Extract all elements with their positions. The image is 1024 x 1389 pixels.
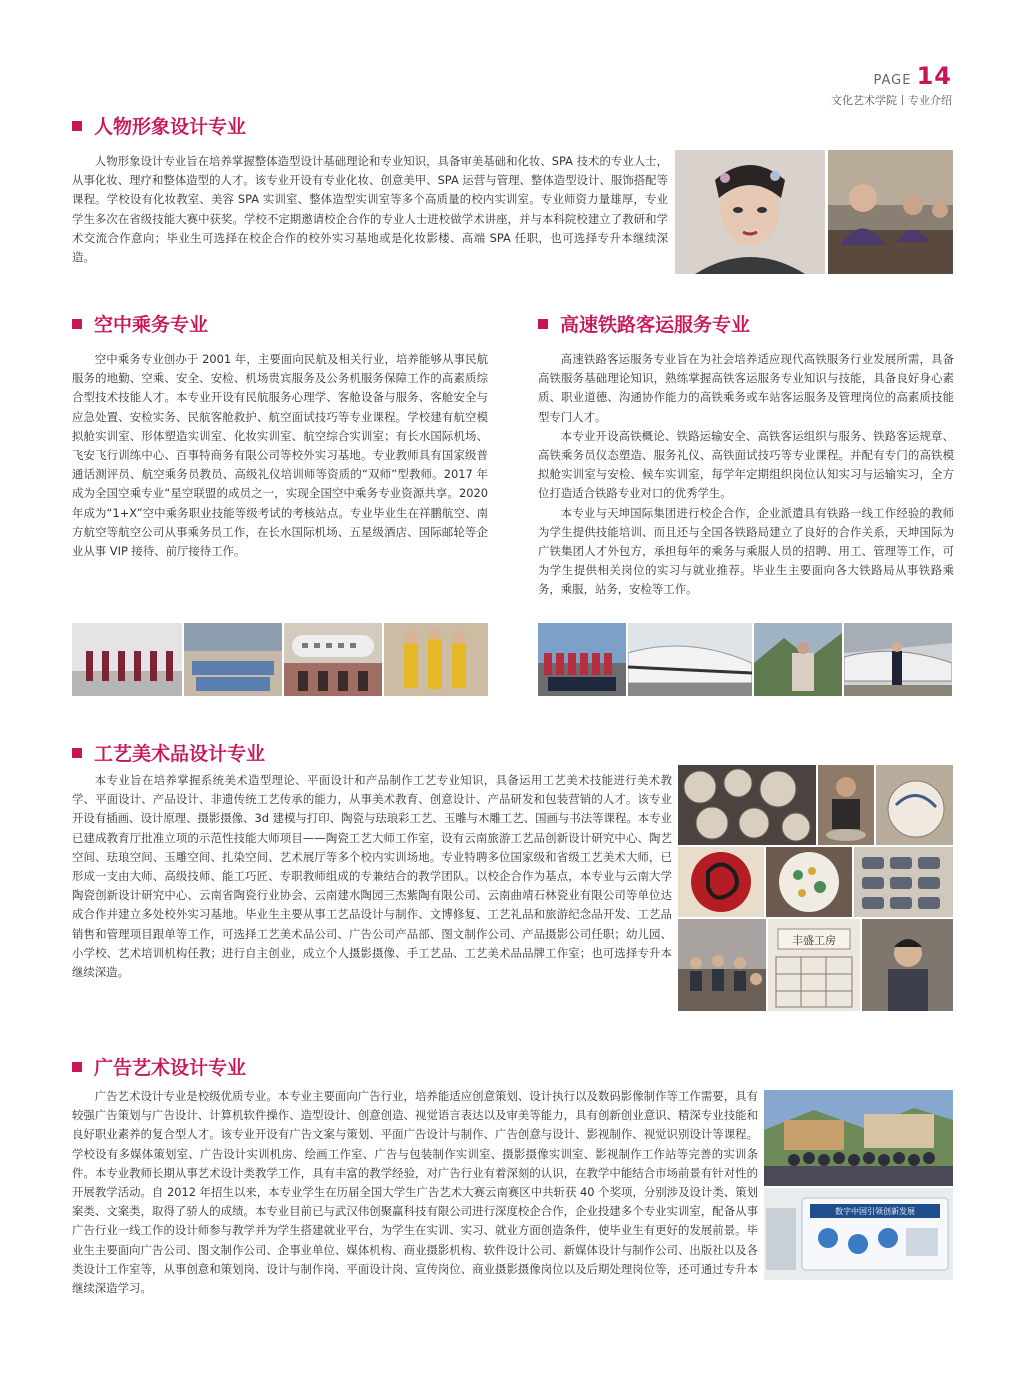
section-body-image-design [72, 152, 668, 267]
page-label: PAGE [873, 73, 912, 88]
paragraph: 本专业开设高铁概论、铁路运输安全、高铁客运组织与服务、铁路客运规章、高铁乘务员仪态塑造、服务礼仪、高铁面试技巧等专业课程。并配有专门的高铁模拟舱实训室与安检、候车实训室，每学年定期组织岗位认知实习与运输实习，全方位打造适合铁路专业对口的优秀学生。 [538, 428, 954, 501]
section-title-advertising-design: 广告艺术设计专业 [72, 1053, 246, 1080]
photo-class-trip-group [764, 1090, 953, 1186]
photo-potter [818, 765, 874, 845]
paragraph: 本专业旨在培养掌握系统美术造型理论、平面设计和产品制作工艺专业知识，具备运用工艺美术技能进行美术教学、平面设计、产品设计、非遗传统工艺传承的能力，从事美术教育、创意设计、产品研发和包装营销的人才。该专业开设有插画、设计原理、摄影摄像、3d 建模与打印、陶瓷与珐琅彩工艺、玉雕与木雕工艺、国画与书法等课程。本专业已建成教育厅批准立项的示范性技能大师项目——陶瓷工艺大师工作室，设有云南旅游工艺品创新设计研究中心、陶艺空间、珐琅空间、玉雕空间、扎染空间、艺术展厅等多个校内实训场地。专业特聘多位国家级和省级工艺美术大师，已形成一支由大师、高级技师、能工巧匠、专职教师组成的专兼结合的教学团队。以校企合作为基点，本专业与云南大学陶瓷创新设计研究中心、云南省陶瓷行业协会、云南建水陶园三杰紫陶有限公司、云南曲靖石林瓷业有限公司等单位达成合作并建立多处校外实习基地。毕业生主要从事工艺品设计与制作、文博修复、工艺礼品和旅游纪念品开发、工艺品销售和管理项目跟单等工作，可选择工艺美术品公司、广告公司产品部、图文制作公司、产品摄影公司任职；幼儿园、小学校、艺术培训机构任教；进行自主创业，成立个人摄影摄像、手工艺品、工艺美术品品牌工作室；也可选择专升本继续深造。 [72, 773, 672, 980]
bullet-square-icon [72, 319, 82, 329]
photo-railway-platform [844, 623, 952, 696]
paragraph: 人物形象设计专业旨在培养掌握整体造型设计基础理论和专业知识，具备审美基础和化妆、SPA 技术的专业人士，从事化妆、理疗和整体造型的人才。该专业开设有专业化妆、创意美甲、SPA 运营与管理、整体造型设计、服饰搭配等课程。学校设有化妆教室、美容 SPA 实训室、整体造型实训室等多个高质量的校内实训室。专业师资力量雄厚，专业学生多次在省级技能大赛中获奖。学校不定期邀请校企合作的专业人士进校做学术讲座，并与本科院校建立了教研和学术交流合作意向；毕业生可选择在校企合作的校外实习基地或是化妆影楼、高端 SPA 任职，也可选择专升本继续深造。 [72, 154, 668, 265]
paragraph: 本专业与天坤国际集团进行校企合作，企业派遣具有铁路一线工作经验的教师为学生提供技能培训、而且还与全国各铁路局建立了良好的合作关系，天坤国际为广铁集团人才外包方，承担每年的乘务与乘服人员的招聘、用工、管理等工作，可为学生提供相关岗位的实习与就业推荐。毕业生主要面向各大铁路局从事铁路乘务，乘服，站务，安检等工作。 [538, 505, 954, 597]
bullet-square-icon [72, 121, 82, 131]
photo-service-counter [828, 150, 953, 274]
paragraph: 空中乘务专业创办于 2001 年，主要面向民航及相关行业，培养能够从事民航服务的地勤、空乘、安全、安检、机场贵宾服务及公务机服务保障工作的高素质综合型技术技能人才。本专业开设有民航服务心理学、客舱设备与服务、客舱安全与应急处置、安检实务、民航客舱救护、航空面试技巧等专业课程。学校建有航空模拟舱实训室、形体塑造实训室、化妆实训室、航空综合实训室；有长水国际机场、飞安飞行训练中心、百事特商务有限公司等校外实习基地。专业教师具有国家级普通话测评员、航空乘务员教员、高级礼仪培训师等资质的“双师”型教师。2017 年成为全国空乘专业“星空联盟的成员之一，实现全国空中乘务专业资源共享。2020 年成为“1+X”空中乘务职业技能等级考试的考核站点。专业毕业生在祥鹏航空、南方航空等航空公司从事乘务员工作，在长水国际机场、五星级酒店、国际邮轮等企业从事 VIP 接待、前厅接待工作。 [72, 352, 488, 559]
bullet-square-icon [538, 319, 548, 329]
photo-workshop-class [678, 919, 766, 1011]
photo-high-speed-train [628, 623, 752, 696]
page-subtitle: 文化艺术学院丨专业介绍 [831, 94, 952, 107]
photo-mountain-station [754, 623, 842, 696]
photo-gallery-shelves [768, 919, 860, 1011]
photo-plate-painting [876, 765, 953, 845]
paragraph: 高速铁路客运服务专业旨在为社会培养适应现代高铁服务行业发展所需，具备高铁服务基础理论知识，熟练掌握高铁客运服务专业知识与技能，具备良好身心素质、职业道德、沟通协作能力的高铁乘务或车站客运服务及管理岗位的高素质技能型专门人才。 [538, 352, 954, 424]
bullet-square-icon [72, 748, 82, 758]
photo-makeup-model [675, 150, 825, 274]
photo-enamel-pieces [854, 847, 953, 917]
section-title-flight-attendant: 空中乘务专业 [72, 310, 208, 337]
page-header [831, 62, 952, 108]
calligraphy-sign-text: 丰盛工房 [792, 934, 836, 947]
photo-red-papercut [678, 847, 764, 917]
photo-aircraft-mockup [284, 623, 382, 696]
section-body-advertising-design [72, 1087, 758, 1298]
photo-yellow-uniform [384, 623, 488, 696]
section-body-crafts-design [72, 771, 672, 982]
photo-enamel-plate [766, 847, 852, 917]
paragraph: 广告艺术设计专业是校级优质专业。本专业主要面向广告行业，培养能适应创意策划、设计执行以及数码影像制作等工作需要，具有较强广告策划与广告设计、计算机软件操作、造型设计、创意创造、视觉语言表达以及审美等能力，具有创新创业意识、精深专业技能和良好职业素养的复合型人才。该专业开设有广告文案与策划、平面广告设计与制作、广告创意与设计、影视制作、视觉识别设计等课程。学校设有多媒体策划室、广告设计实训机房、绘画工作室、广告与包装制作实训室、摄影摄像实训室、影视制作工作站等完善的实训条件。本专业教师长期从事艺术设计类教学工作，具有丰富的教学经验，对广告行业有着深刻的认识，在教学中能结合市场前景有针对性的开展教学活动。自 2012 年招生以来，本专业学生在历届全国大学生广告艺术大赛云南赛区中共斩获 40 个奖项，分别涉及设计类、策划案类、文案类，取得了骄人的成绩。本专业目前已与武汉伟创聚赢科技有限公司进行深度校企合作，企业投建多个专业实训室，配备从事广告行业一线工作的设计师参与教学并为学生搭建就业平台，为学生在实训、实习、就业方面创造条件，使毕业生有更好的发展前景。毕业生主要面向广告公司、图文制作公司、企事业单位、媒体机构、商业摄影机构、软件设计公司、新媒体设计与制作公司、出版社以及各类设计工作室等，从事创意和策划岗、设计与制作岗、平面设计岗、宣传岗位、商业摄影摄像岗位以及后期处理岗位等，还可通过专升本继续深造学习。 [72, 1089, 758, 1296]
section-title-railway-service: 高速铁路客运服务专业 [538, 310, 750, 337]
section-body-flight-attendant [72, 350, 488, 561]
section-title-crafts-design: 工艺美术品设计专业 [72, 739, 265, 766]
photo-group-hall [184, 623, 282, 696]
photo-train-crew-group [538, 623, 626, 696]
photo-exhibition-wall [764, 1188, 953, 1280]
photo-cabin-training [72, 623, 182, 696]
photo-student-crafting [862, 919, 953, 1011]
display-board-title: 数字中国引领创新发展 [835, 1207, 915, 1216]
page-number: 14 [916, 62, 952, 90]
section-body-railway-service [538, 350, 954, 600]
photo-ceramic-plates [678, 765, 816, 845]
bullet-square-icon [72, 1062, 82, 1072]
section-title-image-design: 人物形象设计专业 [72, 112, 246, 139]
